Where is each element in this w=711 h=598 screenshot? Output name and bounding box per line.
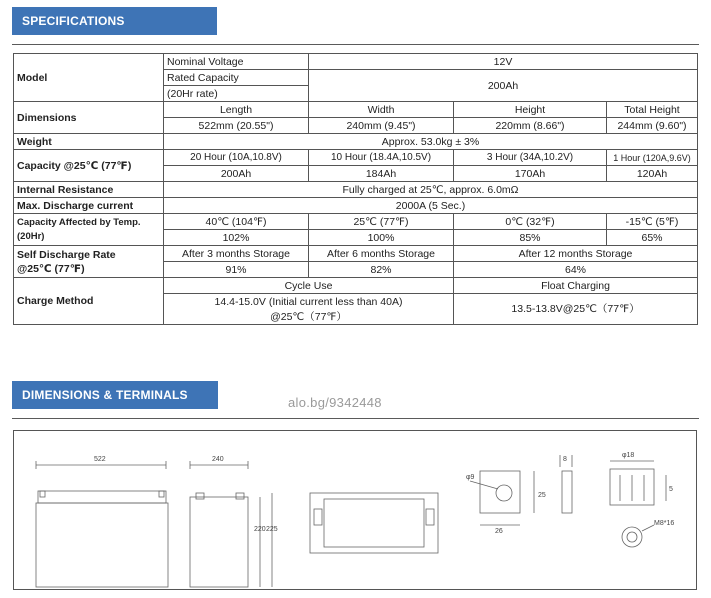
temp-value: 0℃ (32℉) xyxy=(454,214,607,230)
terminal-width-dimension: 26 xyxy=(495,528,503,535)
width-dimension: 240 xyxy=(212,456,224,463)
watermark: alo.bg/9342448 xyxy=(288,395,382,410)
temp-capacity-label-line1: Capacity Affected by Temp. xyxy=(17,216,141,228)
cycle-use-value-line1: 14.4-15.0V (Initial current less than 40A) xyxy=(164,294,454,310)
capacity-rate: 10 Hour (18.4A,10.5V) xyxy=(309,150,454,166)
self-discharge-value: 82% xyxy=(309,262,454,278)
table-row xyxy=(14,102,698,118)
length-value: 522mm (20.55") xyxy=(164,118,309,134)
max-discharge-value: 2000A (5 Sec.) xyxy=(164,198,698,214)
total-height-value: 244mm (9.60") xyxy=(607,118,698,134)
temp-capacity-percent: 100% xyxy=(309,230,454,246)
temp-capacity-label-line2: (20Hr) xyxy=(17,230,45,242)
cycle-use-label: Cycle Use xyxy=(164,278,454,294)
top-view xyxy=(310,493,438,553)
terminal-hole-dimension: φ9 xyxy=(466,474,475,481)
self-discharge-label xyxy=(14,246,164,278)
max-discharge-label: Max. Discharge current xyxy=(14,198,164,214)
float-charging-label: Float Charging xyxy=(454,278,698,294)
weight-label: Weight xyxy=(14,134,164,150)
capacity-rate: 20 Hour (10A,10.8V) xyxy=(164,150,309,166)
capacity-value: 200Ah xyxy=(164,166,309,182)
total-height-label: Total Height xyxy=(607,102,698,118)
table-row xyxy=(14,150,698,166)
internal-resistance-value: Fully charged at 25℃, approx. 6.0mΩ xyxy=(164,182,698,198)
height-dimension: 220 xyxy=(254,526,266,533)
bolt-spec-label: M8*16 xyxy=(654,520,675,527)
specifications-table xyxy=(13,53,698,325)
capacity-rate: 3 Hour (34A,10.2V) xyxy=(454,150,607,166)
length-dimension: 522 xyxy=(94,456,106,463)
temp-capacity-label xyxy=(14,214,164,246)
table-row xyxy=(14,134,698,150)
header-divider xyxy=(12,418,699,419)
height-value: 220mm (8.66") xyxy=(454,118,607,134)
capacity-rate: 1 Hour (120A,9.6V) xyxy=(607,150,698,166)
temp-capacity-percent: 102% xyxy=(164,230,309,246)
model-label: Model xyxy=(14,54,164,102)
rated-capacity-label: Rated Capacity xyxy=(164,70,309,86)
float-charging-value: 13.5-13.8V@25℃（77℉） xyxy=(454,294,698,325)
table-row xyxy=(14,54,698,70)
dimensions-label: Dimensions xyxy=(14,102,164,134)
capacity-label: Capacity @25℃ (77℉) xyxy=(14,150,164,182)
temp-value: 25℃ (77℉) xyxy=(309,214,454,230)
self-discharge-period: After 6 months Storage xyxy=(309,246,454,262)
bolt-diameter-dimension: φ18 xyxy=(622,452,635,459)
table-row xyxy=(14,278,698,294)
weight-value: Approx. 53.0kg ± 3% xyxy=(164,134,698,150)
self-discharge-label-line2: @25℃ (77℉) xyxy=(17,262,85,275)
self-discharge-value: 91% xyxy=(164,262,309,278)
specifications-header: SPECIFICATIONS xyxy=(12,7,217,35)
self-discharge-value: 64% xyxy=(454,262,698,278)
rated-capacity-value: 200Ah xyxy=(309,70,698,102)
charge-method-label: Charge Method xyxy=(14,278,164,325)
terminal-detail xyxy=(470,455,572,525)
total-height-dimension: 225 xyxy=(266,526,278,533)
temp-value: -15℃ (5℉) xyxy=(607,214,698,230)
temp-capacity-percent: 65% xyxy=(607,230,698,246)
terminal-height-dimension: 25 xyxy=(538,492,546,499)
rated-capacity-sub: (20Hr rate) xyxy=(164,86,309,102)
table-row xyxy=(14,214,698,230)
capacity-value: 170Ah xyxy=(454,166,607,182)
height-label: Height xyxy=(454,102,607,118)
nominal-voltage-label: Nominal Voltage xyxy=(164,54,309,70)
nominal-voltage-value: 12V xyxy=(309,54,698,70)
capacity-value: 120Ah xyxy=(607,166,698,182)
bolt-detail xyxy=(610,461,666,547)
internal-resistance-label: Internal Resistance xyxy=(14,182,164,198)
dimensions-terminals-header: DIMENSIONS & TERMINALS xyxy=(12,381,218,409)
header-divider xyxy=(12,44,699,45)
drawing-canvas xyxy=(14,431,698,591)
table-row xyxy=(14,246,698,262)
length-label: Length xyxy=(164,102,309,118)
temp-capacity-percent: 85% xyxy=(454,230,607,246)
self-discharge-period: After 12 months Storage xyxy=(454,246,698,262)
width-value: 240mm (9.45") xyxy=(309,118,454,134)
self-discharge-label-line1: Self Discharge Rate xyxy=(17,248,116,261)
front-view xyxy=(36,461,168,587)
capacity-value: 184Ah xyxy=(309,166,454,182)
width-label: Width xyxy=(309,102,454,118)
temp-value: 40℃ (104℉) xyxy=(164,214,309,230)
table-row xyxy=(14,182,698,198)
terminal-thickness-dimension: 8 xyxy=(563,456,567,463)
cycle-use-value-line2: @25℃（77℉） xyxy=(164,309,454,325)
bolt-height-dimension: 5 xyxy=(669,486,673,493)
side-view xyxy=(190,461,272,587)
technical-drawing xyxy=(13,430,697,590)
table-row xyxy=(14,198,698,214)
self-discharge-period: After 3 months Storage xyxy=(164,246,309,262)
